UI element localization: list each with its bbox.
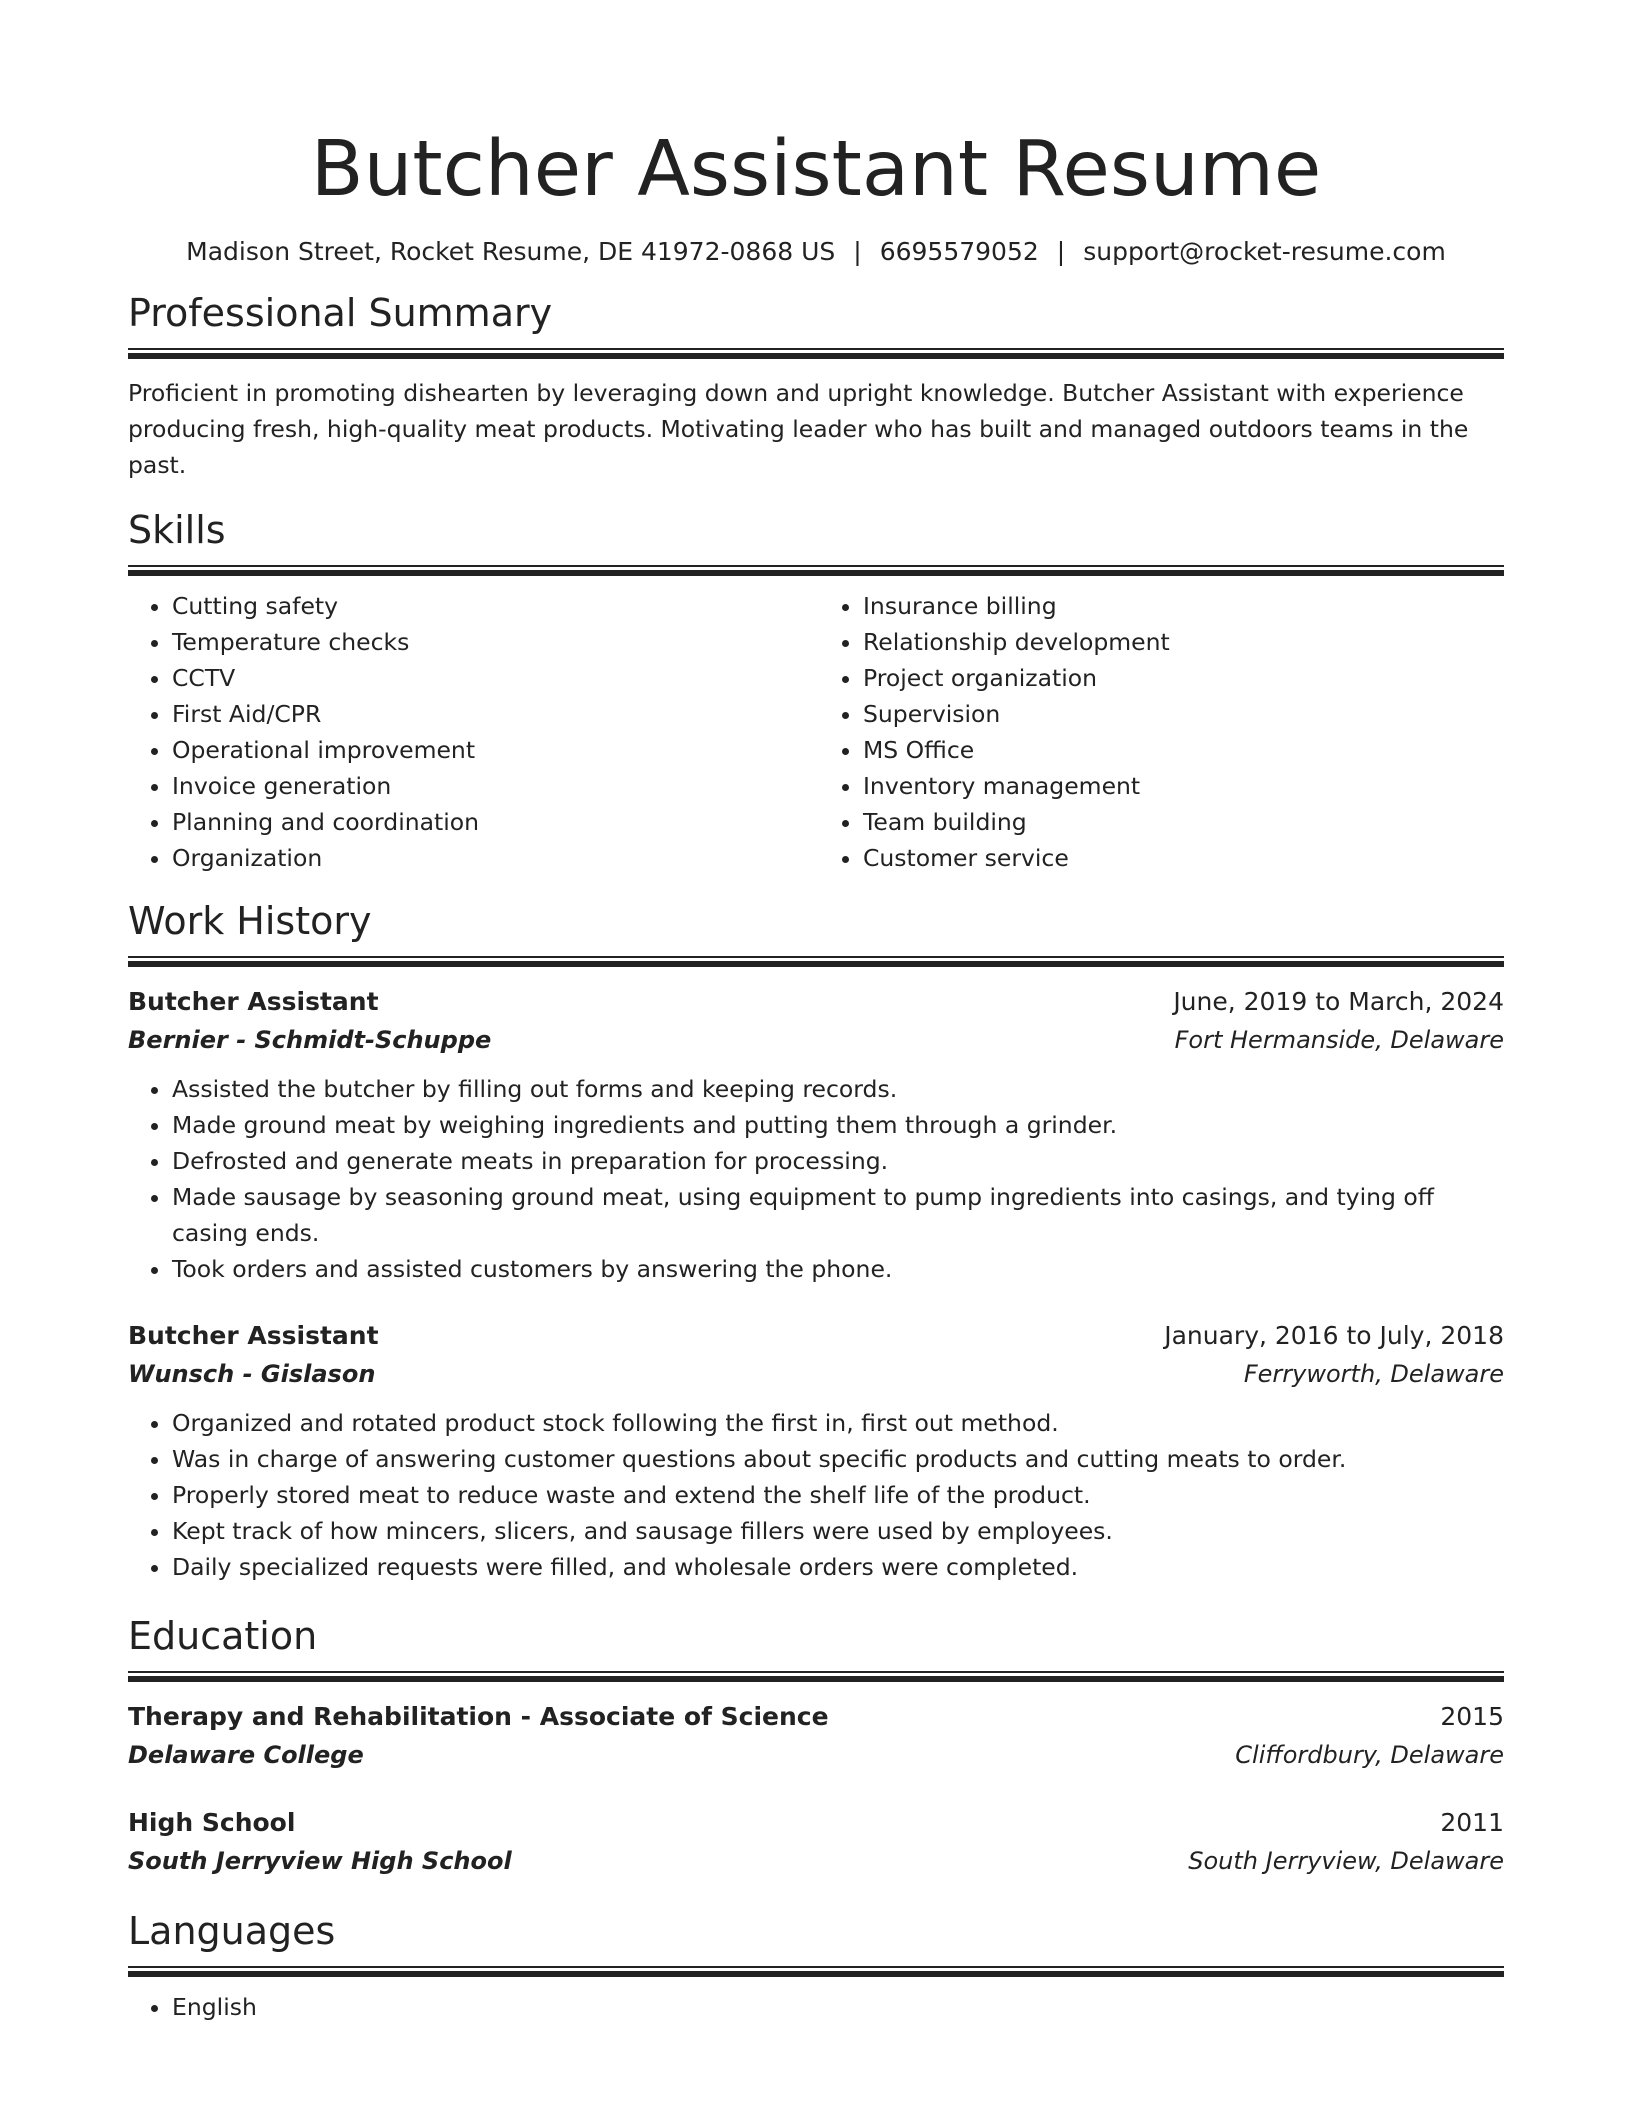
- skill-item: • Inventory management: [863, 768, 1504, 804]
- job-employer-row: [128, 1021, 1504, 1059]
- skill-item: • Relationship development: [863, 624, 1504, 660]
- section-divider: [128, 1966, 1504, 1977]
- skill-item: • First Aid/CPR: [172, 696, 813, 732]
- education-location: South Jerryview, Delaware: [1188, 1847, 1504, 1875]
- education-entry: [128, 1698, 1504, 1774]
- job-employer-row: [128, 1355, 1504, 1393]
- job-employer: Wunsch - Gislason: [128, 1360, 376, 1388]
- skill-item: • Operational improvement: [172, 732, 813, 768]
- education-year: 2011: [1440, 1808, 1504, 1837]
- skill-item: • Planning and coordination: [172, 804, 813, 840]
- job-duties-list: [128, 1071, 1504, 1287]
- skill-item: • Insurance billing: [863, 588, 1504, 624]
- summary-text: Proficient in promoting dishearten by leveraging down and upright knowledge. Butcher Assistant with experience producing fresh, high-quality meat products. Motivating leader who has built and managed outdoors teams in the past.: [128, 379, 1469, 479]
- job-duty: • Assisted the butcher by filling out forms and keeping records.: [172, 1071, 1504, 1107]
- contact-address: Madison Street, Rocket Resume, DE 41972-0868 US: [186, 237, 836, 266]
- job-entry: [128, 1317, 1504, 1585]
- education-school: South Jerryview High School: [128, 1847, 512, 1875]
- job-duty: • Made ground meat by weighing ingredients and putting them through a grinder.: [172, 1107, 1504, 1143]
- job-dates: January, 2016 to July, 2018: [1164, 1321, 1504, 1350]
- job-header-row: [128, 983, 1504, 1021]
- job-header-row: [128, 1317, 1504, 1355]
- section-title-education: Education: [128, 1614, 318, 1658]
- job-duty: • Defrosted and generate meats in preparation for processing.: [172, 1143, 1504, 1179]
- education-location: Cliffordbury, Delaware: [1235, 1741, 1504, 1769]
- job-dates: June, 2019 to March, 2024: [1173, 987, 1504, 1016]
- job-duty: • Was in charge of answering customer questions about specific products and cutting meats to order.: [172, 1441, 1504, 1477]
- education-header-row: [128, 1698, 1504, 1736]
- skill-item: • Customer service: [863, 840, 1504, 876]
- education-degree: Therapy and Rehabilitation - Associate of Science: [128, 1702, 829, 1731]
- section-title-languages: Languages: [128, 1909, 336, 1953]
- contact-phone: 6695579052: [879, 237, 1039, 266]
- job-employer: Bernier - Schmidt-Schuppe: [128, 1026, 492, 1054]
- skill-item: • MS Office: [863, 732, 1504, 768]
- resume-title: Butcher Assistant Resume: [310, 125, 1322, 214]
- skill-item: • Temperature checks: [172, 624, 813, 660]
- section-title-skills: Skills: [128, 508, 226, 552]
- skills-list-right: [813, 588, 1504, 876]
- education-degree: High School: [128, 1808, 296, 1837]
- section-divider: [128, 1671, 1504, 1682]
- job-duty: • Organized and rotated product stock following the first in, first out method.: [172, 1405, 1504, 1441]
- skill-item: • CCTV: [172, 660, 813, 696]
- contact-separator: |: [1056, 237, 1066, 266]
- section-divider: [128, 956, 1504, 967]
- section-title-work-history: Work History: [128, 899, 372, 943]
- skill-item: • Organization: [172, 840, 813, 876]
- job-duty: • Daily specialized requests were filled, and wholesale orders were completed.: [172, 1549, 1504, 1585]
- skill-item: • Invoice generation: [172, 768, 813, 804]
- contact-email: support@rocket-resume.com: [1083, 237, 1446, 266]
- resume-page: [128, 0, 1504, 2025]
- section-divider: [128, 565, 1504, 576]
- skill-item: • Supervision: [863, 696, 1504, 732]
- job-duty: • Properly stored meat to reduce waste and extend the shelf life of the product.: [172, 1477, 1504, 1513]
- contact-separator: |: [853, 237, 862, 266]
- job-duty: • Made sausage by seasoning ground meat, using equipment to pump ingredients into casings, and tying off casing ends.: [172, 1179, 1504, 1251]
- job-duty: • Kept track of how mincers, slicers, and sausage fillers were used by employees.: [172, 1513, 1504, 1549]
- language-item: • English: [172, 1989, 1504, 2025]
- skill-item: • Team building: [863, 804, 1504, 840]
- education-year: 2015: [1440, 1702, 1504, 1731]
- languages-list: [128, 1989, 1504, 2025]
- skill-item: • Cutting safety: [172, 588, 813, 624]
- section-divider: [128, 348, 1504, 359]
- job-title: Butcher Assistant: [128, 1321, 379, 1350]
- contact-line: [128, 236, 1504, 268]
- education-school-row: [128, 1736, 1504, 1774]
- job-location: Fort Hermanside, Delaware: [1174, 1026, 1504, 1054]
- skills-list-left: [128, 588, 813, 876]
- job-duty: • Took orders and assisted customers by answering the phone.: [172, 1251, 1504, 1287]
- education-entry: [128, 1804, 1504, 1880]
- job-entry: [128, 983, 1504, 1287]
- job-title: Butcher Assistant: [128, 987, 379, 1016]
- education-school: Delaware College: [128, 1741, 364, 1769]
- section-title-summary: Professional Summary: [128, 291, 553, 335]
- skill-item: • Project organization: [863, 660, 1504, 696]
- skills-columns: [128, 588, 1504, 876]
- education-header-row: [128, 1804, 1504, 1842]
- job-location: Ferryworth, Delaware: [1243, 1360, 1504, 1388]
- education-school-row: [128, 1842, 1504, 1880]
- job-duties-list: [128, 1405, 1504, 1585]
